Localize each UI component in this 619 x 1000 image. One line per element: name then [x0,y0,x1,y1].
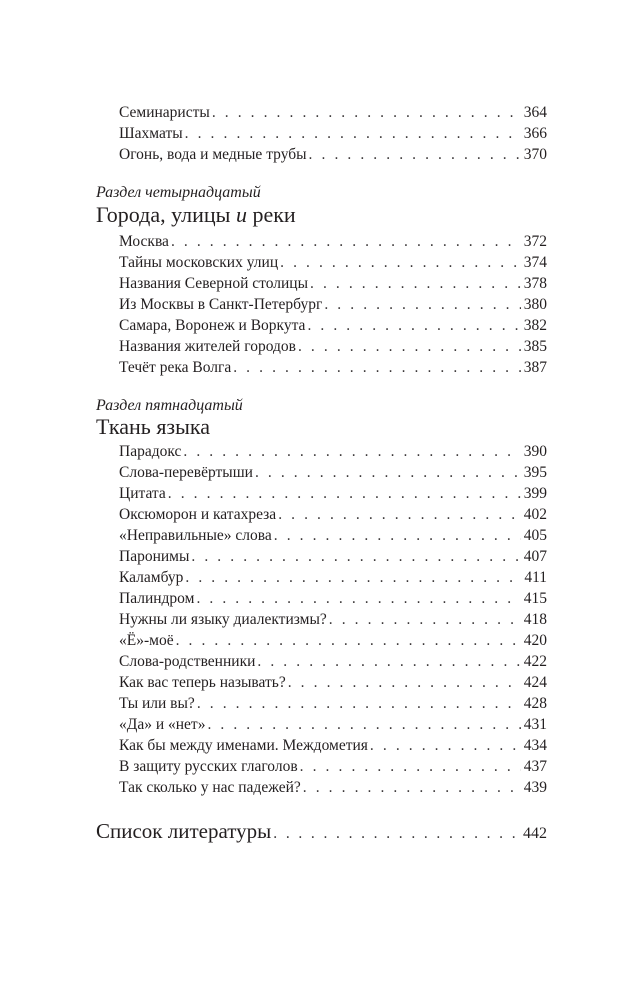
toc-entry [119,756,547,777]
toc-entry-title: Ты или вы? [119,695,195,712]
toc-entry-page: 382 [523,317,547,334]
section-title-part: Города, улицы [96,202,236,227]
dot-leader [298,336,521,357]
toc-entry-page: 428 [523,695,547,712]
dot-leader [185,567,521,588]
toc-entry-title: Как бы между именами. Междометия [119,737,368,754]
toc-entry [119,672,547,693]
toc-entry [119,273,547,294]
dot-leader [303,777,521,798]
dot-leader [278,504,521,525]
toc-entry-page: 364 [523,104,547,121]
toc-entry-title: Цитата [119,485,166,502]
toc-entry-title: Москва [119,233,169,250]
toc-entry [119,315,547,336]
toc-entry-page: 407 [523,548,547,565]
toc-entry-title: Шахматы [119,125,183,142]
toc-entry [119,693,547,714]
dot-leader [307,315,520,336]
dot-leader [185,123,521,144]
dot-leader [197,693,521,714]
toc-entry-page: 420 [523,632,547,649]
toc-entry-title: Из Москвы в Санкт-Петербург [119,296,323,313]
section-label: Раздел четырнадцатый [96,184,261,201]
toc-entry [119,714,547,735]
dot-leader [176,630,521,651]
toc-entry-page: 418 [523,611,547,628]
toc-entry-page: 431 [523,716,547,733]
toc-entry [119,123,547,144]
toc-entry [119,144,547,165]
toc-entry-title: Слова-родственники [119,653,256,670]
toc-entry-bibliography [96,818,547,847]
toc-entry-page: 385 [523,338,547,355]
dot-leader [273,821,520,847]
toc-entry-title: Тайны московских улиц [119,254,279,271]
toc-entry-page: 370 [523,146,547,163]
toc-entry [119,651,547,672]
dot-leader [274,525,521,546]
toc-entry-page: 399 [523,485,547,502]
dot-leader [196,588,520,609]
dot-leader [300,756,521,777]
toc-entry-title: Как вас теперь называть? [119,674,286,691]
toc-entry-title: Самара, Воронеж и Воркута [119,317,306,334]
toc-entry [119,525,547,546]
dot-leader [233,357,521,378]
toc-entry-page: 378 [523,275,547,292]
section-title: Ткань языка [96,414,211,439]
toc-entry-title: Течёт река Волга [119,359,232,376]
toc-entry-page: 424 [523,674,547,691]
toc-entry-page: 387 [523,359,547,376]
toc-entry-title: Огонь, вода и медные трубы [119,146,307,163]
dot-leader [255,462,521,483]
dot-leader [309,144,521,165]
toc-entry [119,483,547,504]
dot-leader [288,672,521,693]
bibliography-title: Список литературы [96,819,272,843]
toc-entry [119,231,547,252]
dot-leader [168,483,521,504]
section-title [96,202,296,228]
toc-entry-page: 415 [523,590,547,607]
toc-entry-page: 405 [523,527,547,544]
dot-leader [212,102,521,123]
toc-entry [119,567,547,588]
toc-entry-page: 422 [523,653,547,670]
dot-leader [310,273,521,294]
toc-entry-title: «Да» и «нет» [119,716,206,733]
dot-leader [257,651,520,672]
toc-entry [119,462,547,483]
toc-entry-title: Нужны ли языку диалектизмы? [119,611,327,628]
toc-entry-title: Так сколько у нас падежей? [119,779,301,796]
toc-entry-title: Семинаристы [119,104,210,121]
toc-entry [119,504,547,525]
toc-entry [119,252,547,273]
toc-entry-page: 434 [523,737,547,754]
toc-entry-title: Названия Северной столицы [119,275,308,292]
toc-entry-page: 380 [523,296,547,313]
dot-leader [324,294,520,315]
dot-leader [370,735,521,756]
toc-entry-title: Паронимы [119,548,190,565]
dot-leader [183,441,520,462]
toc-entry-title: Названия жителей городов [119,338,296,355]
toc-entry-title: В защиту русских глаголов [119,758,298,775]
toc-entry [119,630,547,651]
section-title-conjunction: и [235,202,247,227]
toc-entry-title: Каламбур [119,569,184,586]
toc-entry [119,336,547,357]
toc-entry-page: 366 [523,125,547,142]
toc-entry-page: 395 [523,464,547,481]
toc-entry-title: Оксюморон и катахреза [119,506,277,523]
dot-leader [329,609,521,630]
bibliography-page: 442 [523,825,547,842]
toc-entry [119,588,547,609]
toc-entry [119,294,547,315]
toc-entry [119,102,547,123]
toc-entry-page: 439 [523,779,547,796]
toc-entry-title: Слова-перевёртыши [119,464,253,481]
toc-entry-page: 411 [524,569,547,586]
toc-entry [119,609,547,630]
dot-leader [171,231,521,252]
toc-entry [119,441,547,462]
section-label: Раздел пятнадцатый [96,397,243,414]
dot-leader [207,714,520,735]
section-title-part: реки [246,202,296,227]
dot-leader [280,252,521,273]
toc-entry-title: Парадокс [119,443,182,460]
toc-entry [119,777,547,798]
toc-entry-title: «Ё»-моё [119,632,174,649]
toc-entry-title: Палиндром [119,590,195,607]
dot-leader [191,546,520,567]
toc-entry-page: 374 [523,254,547,271]
toc-entry-page: 372 [523,233,547,250]
toc-entry-page: 402 [523,506,547,523]
toc-entry [119,546,547,567]
toc-entry-page: 390 [523,443,547,460]
toc-entry [119,735,547,756]
toc-entry-page: 437 [523,758,547,775]
toc-entry [119,357,547,378]
toc-entry-title: «Неправильные» слова [119,527,272,544]
